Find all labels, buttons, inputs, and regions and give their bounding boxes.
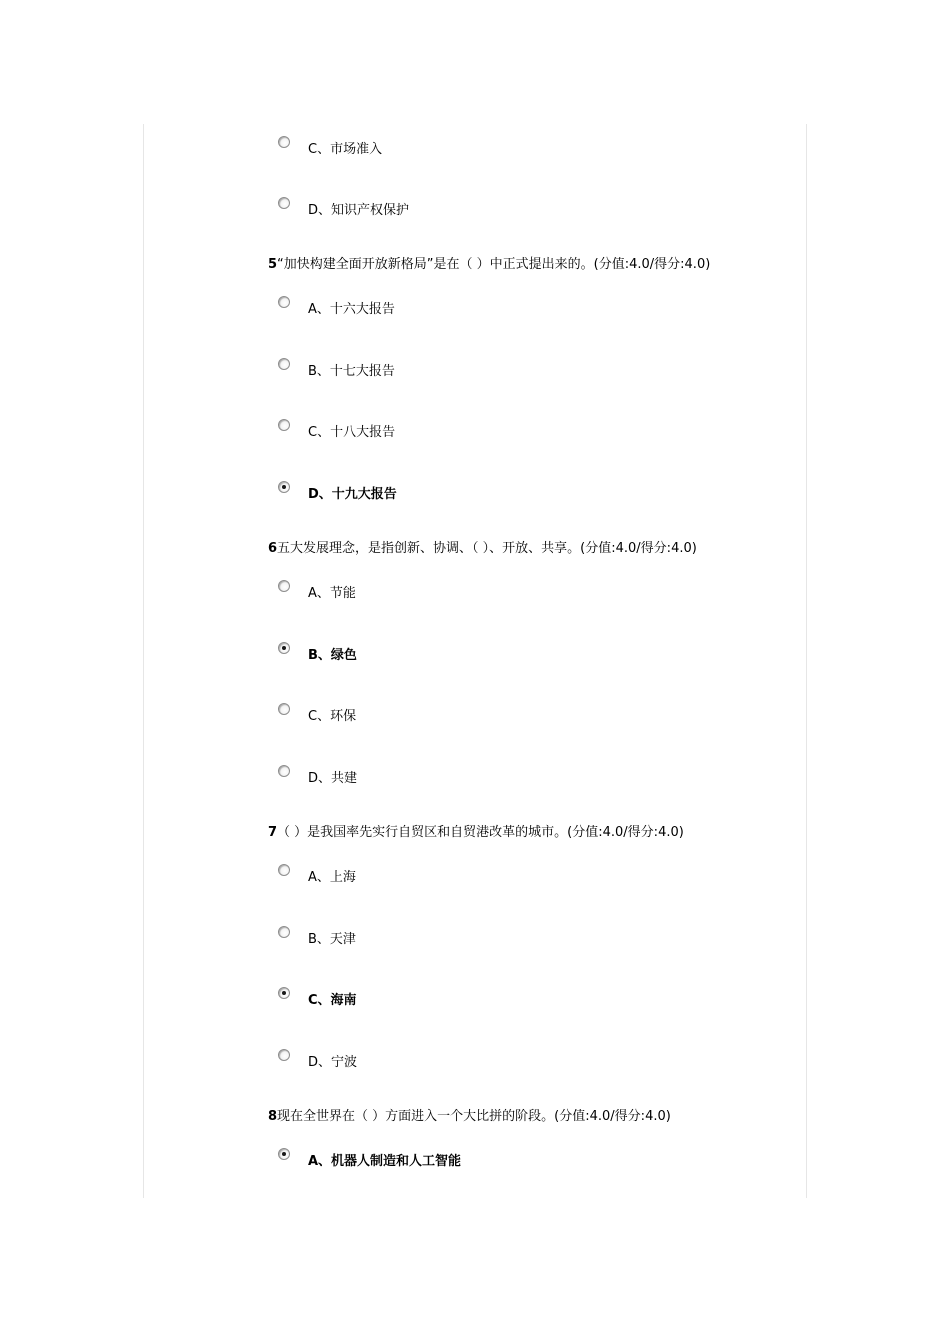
question-number: 7 [268, 825, 278, 840]
radio-q5-d[interactable] [278, 481, 290, 493]
question-text: 现在全世界在（ ）方面进入一个大比拼的阶段。(分值:4.0/得分:4.0) [277, 1109, 671, 1124]
radio-q6-b[interactable] [278, 642, 290, 654]
question-6 [268, 541, 697, 557]
radio-q5-b[interactable] [278, 358, 290, 370]
radio-q5-a[interactable] [278, 296, 290, 308]
option-q6-b: B、绿色 [308, 648, 357, 663]
option-q7-d: D、宁波 [308, 1055, 358, 1070]
radio-q6-d[interactable] [278, 765, 290, 777]
page-frame [143, 124, 807, 1198]
radio-q6-c[interactable] [278, 703, 290, 715]
question-5 [268, 257, 710, 273]
option-q5-d: D、十九大报告 [308, 487, 397, 502]
question-7 [268, 825, 684, 841]
question-text: （ ）是我国率先实行自贸区和自贸港改革的城市。(分值:4.0/得分:4.0) [277, 825, 684, 840]
option-q8-a: A、机器人制造和人工智能 [308, 1154, 462, 1169]
option-q7-b: B、天津 [308, 932, 356, 947]
question-number: 6 [268, 541, 278, 556]
option-q5-b: B、十七大报告 [308, 364, 395, 379]
question-number: 8 [268, 1109, 278, 1124]
option-q6-a: A、节能 [308, 586, 356, 601]
radio-q7-c[interactable] [278, 987, 290, 999]
option-q4-c: C、市场准入 [308, 142, 383, 157]
question-text: 五大发展理念，是指创新、协调、（ ）、开放、共享。(分值:4.0/得分:4.0) [277, 541, 697, 556]
radio-q6-a[interactable] [278, 580, 290, 592]
option-q5-a: A、十六大报告 [308, 302, 395, 317]
question-text: “加快构建全面开放新格局”是在（ ）中正式提出来的。(分值:4.0/得分:4.0) [277, 257, 711, 272]
radio-q8-a[interactable] [278, 1148, 290, 1160]
radio-q7-b[interactable] [278, 926, 290, 938]
option-q6-d: D、共建 [308, 771, 358, 786]
option-q6-c: C、环保 [308, 709, 357, 724]
radio-q5-c[interactable] [278, 419, 290, 431]
radio-q7-d[interactable] [278, 1049, 290, 1061]
question-8 [268, 1109, 671, 1125]
radio-q4-d[interactable] [278, 197, 290, 209]
option-q7-c: C、海南 [308, 993, 357, 1008]
option-q7-a: A、上海 [308, 870, 356, 885]
option-q4-d: D、知识产权保护 [308, 203, 410, 218]
question-number: 5 [268, 257, 278, 272]
radio-q4-c[interactable] [278, 136, 290, 148]
radio-q7-a[interactable] [278, 864, 290, 876]
option-q5-c: C、十八大报告 [308, 425, 396, 440]
